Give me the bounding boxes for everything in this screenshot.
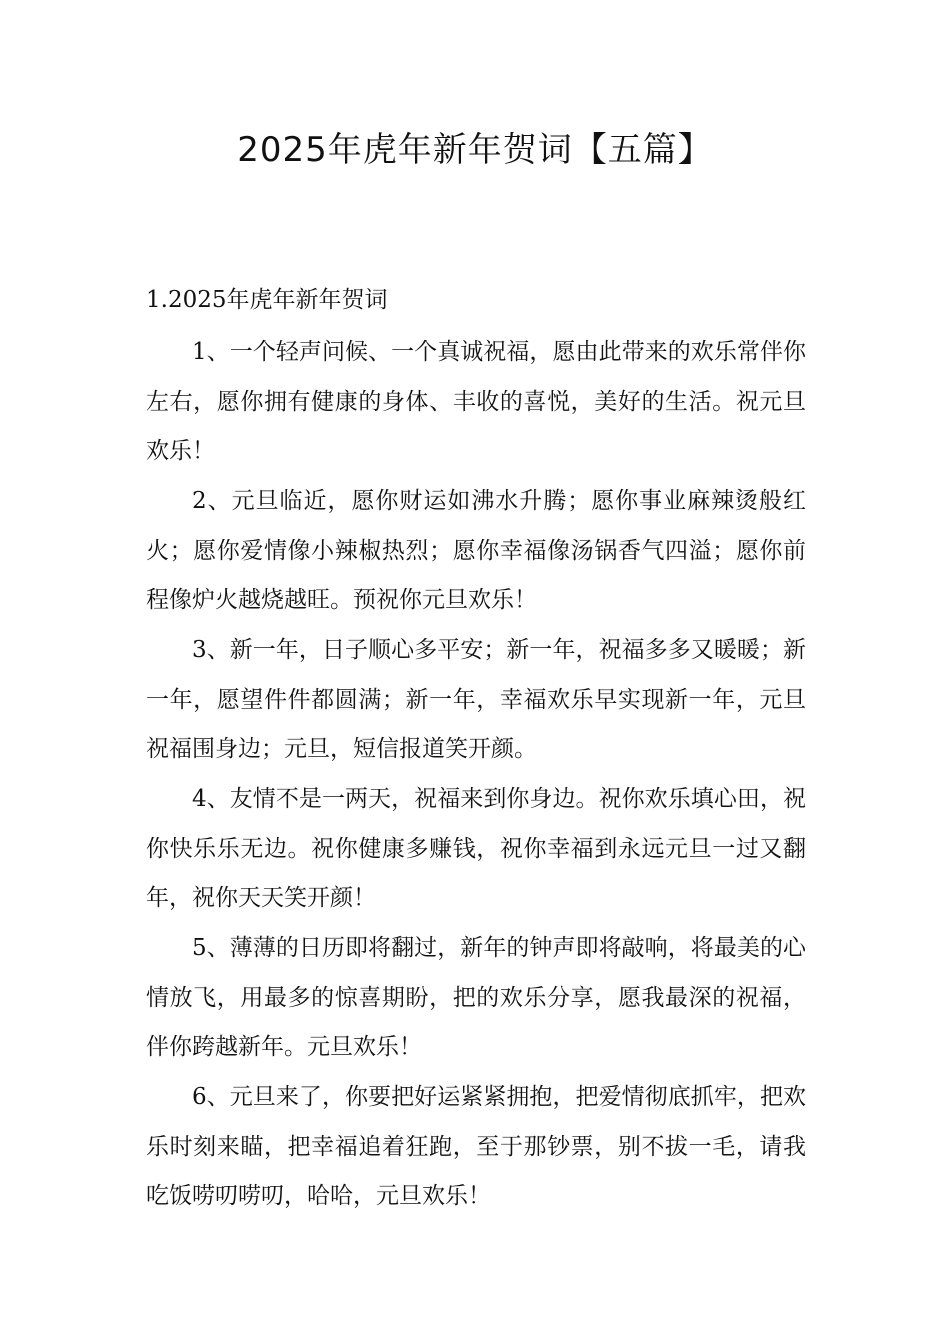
greeting-paragraph-2: 2、元旦临近，愿你财运如沸水升腾；愿你事业麻辣烫般红火；愿你爱情像小辣椒热烈；愿你幸福像汤锅香气四溢；愿你前程像炉火越烧越旺。预祝你元旦欢乐！ xyxy=(146,488,806,613)
greeting-paragraph-4: 4、友情不是一两天，祝福来到你身边。祝你欢乐填心田，祝你快乐乐无边。祝你健康多赚钱，祝你幸福到永远元旦一过又翻年，祝你天天笑开颜！ xyxy=(146,786,806,911)
greeting-paragraph-6: 6、元旦来了，你要把好运紧紧拥抱，把爱情彻底抓牢，把欢乐时刻来瞄，把幸福追着狂跑，至于那钞票，别不拔一毛，请我吃饭唠叨唠叨，哈哈，元旦欢乐！ xyxy=(146,1084,806,1209)
section-heading: 1.2025年虎年新年贺词 xyxy=(146,287,388,313)
greeting-paragraph-3: 3、新一年，日子顺心多平安；新一年，祝福多多又暖暖；新一年，愿望件件都圆满；新一年，幸福欢乐早实现新一年，元旦祝福围身边；元旦，短信报道笑开颜。 xyxy=(146,637,806,762)
document-title: 2025年虎年新年贺词【五篇】 xyxy=(237,130,713,170)
greeting-paragraph-1: 1、一个轻声问候、一个真诚祝福，愿由此带来的欢乐常伴你左右，愿你拥有健康的身体、丰收的喜悦，美好的生活。祝元旦欢乐！ xyxy=(146,339,806,464)
greeting-paragraph-5: 5、薄薄的日历即将翻过，新年的钟声即将敲响，将最美的心情放飞，用最多的惊喜期盼，把的欢乐分享，愿我最深的祝福，伴你跨越新年。元旦欢乐！ xyxy=(146,935,806,1060)
